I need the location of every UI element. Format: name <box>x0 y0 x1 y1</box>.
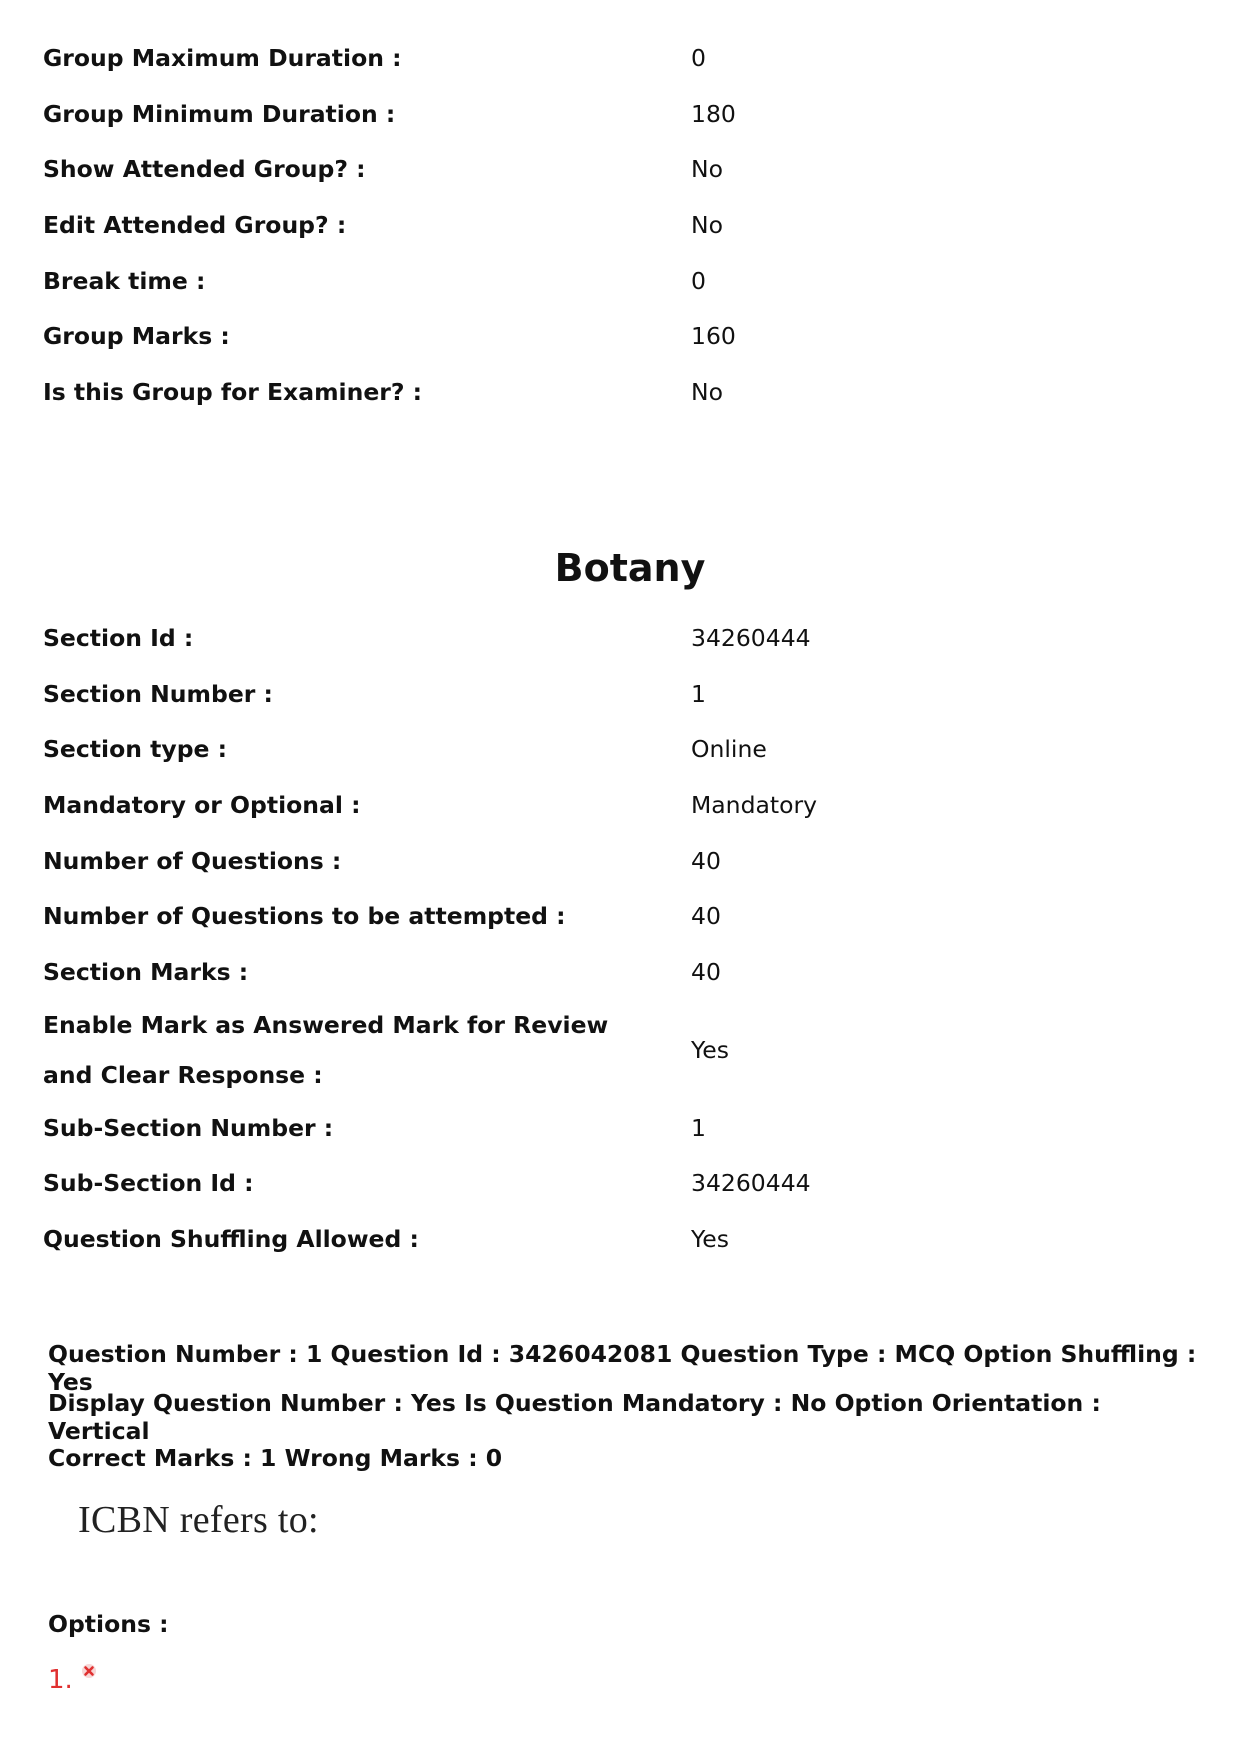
group-detail-label: Break time : <box>43 266 206 295</box>
group-detail-value: 160 <box>691 322 736 351</box>
group-detail-label: Group Marks : <box>43 322 230 351</box>
group-detail-value: 180 <box>691 99 736 128</box>
section-detail-label: Section Number : <box>43 679 273 708</box>
group-detail-label: Is this Group for Examiner? : <box>43 377 423 406</box>
section-detail-value: 1 <box>691 1113 706 1142</box>
group-detail-value: No <box>691 210 723 239</box>
options-label: Options : <box>48 1610 169 1638</box>
group-detail-label: Group Maximum Duration : <box>43 43 402 72</box>
question-text: ICBN refers to: <box>78 1499 319 1541</box>
section-detail-value: 34260444 <box>691 623 811 652</box>
section-detail-label: Sub-Section Number : <box>43 1113 334 1142</box>
group-detail-value: No <box>691 155 723 184</box>
section-detail-label: Number of Questions : <box>43 846 342 875</box>
group-detail-row <box>43 141 1203 197</box>
section-detail-value: Mandatory <box>691 790 818 819</box>
group-details-table <box>43 30 1203 420</box>
section-detail-value: 40 <box>691 846 721 875</box>
option-number: 1. <box>48 1665 73 1695</box>
group-detail-label: Group Minimum Duration : <box>43 99 396 128</box>
section-detail-row <box>43 1100 1203 1156</box>
group-detail-label: Show Attended Group? : <box>43 155 366 184</box>
section-detail-row <box>43 1211 1203 1267</box>
section-detail-label: Enable Mark as Answered Mark for Review and Clear Response : <box>43 1010 609 1089</box>
section-detail-row <box>43 666 1203 722</box>
group-detail-value: 0 <box>691 43 706 72</box>
section-detail-label: Sub-Section Id : <box>43 1169 254 1198</box>
section-detail-value: Yes <box>691 1035 729 1064</box>
section-detail-row <box>43 721 1203 777</box>
question-marks-line: Correct Marks : 1 Wrong Marks : 0 <box>48 1444 503 1472</box>
section-detail-label: Question Shuffling Allowed : <box>43 1225 419 1254</box>
section-detail-row <box>43 833 1203 889</box>
section-title: Botany <box>554 546 706 590</box>
question-meta-line: Question Number : 1 Question Id : 3426042081 Question Type : MCQ Option Shuffling : Yes <box>48 1340 1197 1396</box>
section-detail-value: 34260444 <box>691 1169 811 1198</box>
section-detail-row <box>43 944 1203 1000</box>
wrong-cross-icon <box>81 1663 97 1683</box>
section-detail-row <box>43 1156 1203 1212</box>
group-detail-row <box>43 364 1203 420</box>
option-item <box>48 1665 97 1695</box>
section-detail-value: Yes <box>691 1225 729 1254</box>
group-detail-row <box>43 30 1203 86</box>
section-detail-label: Section Id : <box>43 623 194 652</box>
group-detail-row <box>43 197 1203 253</box>
group-detail-label: Edit Attended Group? : <box>43 210 347 239</box>
section-detail-label: Section type : <box>43 735 228 764</box>
section-detail-value: 1 <box>691 679 706 708</box>
section-details-table <box>43 610 1203 1267</box>
group-detail-row <box>43 308 1203 364</box>
group-detail-value: 0 <box>691 266 706 295</box>
group-detail-value: No <box>691 377 723 406</box>
section-detail-row <box>43 1000 1203 1100</box>
section-detail-label: Section Marks : <box>43 957 249 986</box>
section-detail-value: 40 <box>691 902 721 931</box>
section-detail-row <box>43 610 1203 666</box>
section-detail-value: Online <box>691 735 767 764</box>
group-detail-row <box>43 253 1203 309</box>
section-detail-label: Number of Questions to be attempted : <box>43 902 566 931</box>
section-detail-row <box>43 777 1203 833</box>
group-detail-row <box>43 86 1203 142</box>
section-detail-label: Mandatory or Optional : <box>43 790 361 819</box>
section-detail-row <box>43 888 1203 944</box>
question-meta-line: Display Question Number : Yes Is Question Mandatory : No Option Orientation : Vertical <box>48 1389 1101 1445</box>
section-detail-value: 40 <box>691 957 721 986</box>
